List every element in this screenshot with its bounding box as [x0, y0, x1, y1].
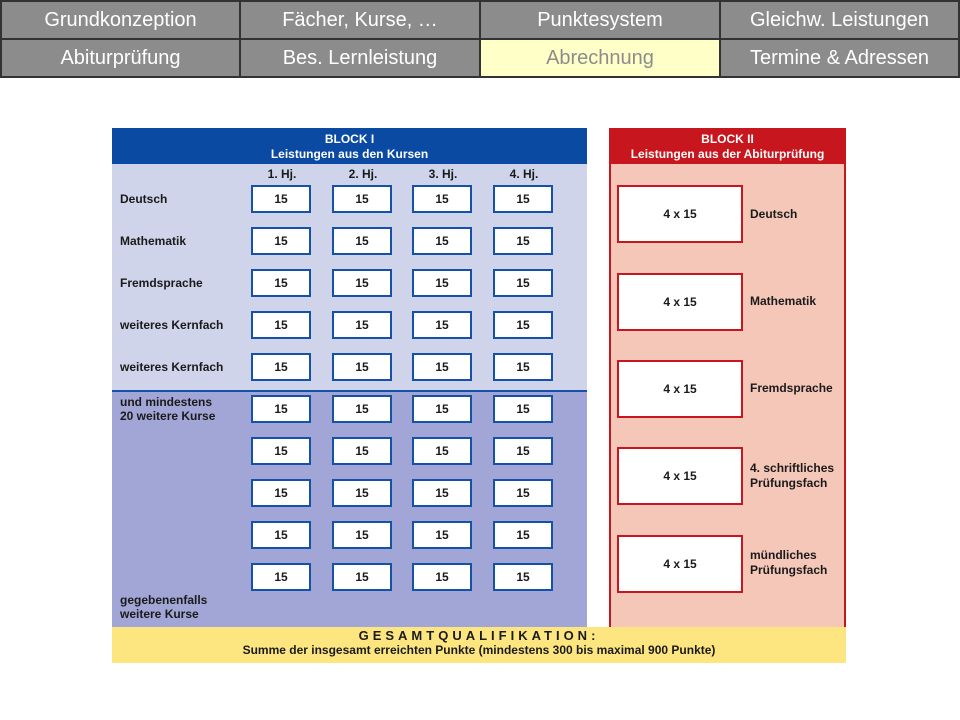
points-cell: 15 [251, 437, 311, 465]
points-cell: 15 [412, 563, 472, 591]
gesamtqualifikation-banner [112, 627, 846, 663]
exam-label-mathematik [750, 294, 816, 309]
points-cell: 15 [251, 311, 311, 339]
exam-label-line2: Prüfungsfach [750, 476, 828, 490]
points-cell: 15 [251, 563, 311, 591]
total-text: Summe der insgesamt erreichten Punkte (mindestens 300 bis maximal 900 Punkte) [242, 643, 716, 657]
exam-label-line2: Prüfungsfach [750, 563, 828, 577]
points-cell: 15 [493, 185, 553, 213]
subject-kernfach-2: weiteres Kernfach [120, 360, 224, 374]
subject-kernfach-1: weiteres Kernfach [120, 318, 224, 332]
points-cell: 15 [251, 479, 311, 507]
exam-label-line1: Mathematik [750, 294, 817, 308]
points-cell: 15 [412, 521, 472, 549]
points-cell: 15 [493, 563, 553, 591]
points-cell: 15 [493, 269, 553, 297]
halfyear-4: 4. Hj. [509, 167, 539, 181]
points-cell: 15 [493, 479, 553, 507]
exam-box-schriftlich: 4 x 15 [617, 447, 743, 505]
nav-gleichwertige-leistungen[interactable]: Gleichw. Leistungen [721, 2, 958, 38]
points-cell: 15 [332, 269, 392, 297]
points-cell: 15 [493, 521, 553, 549]
points-cell: 15 [412, 395, 472, 423]
points-cell: 15 [251, 227, 311, 255]
block2-title: BLOCK II [701, 132, 754, 146]
exam-label-muendlich [750, 548, 827, 578]
exam-label-schriftlich [750, 461, 834, 491]
block2-subtitle: Leistungen aus der Abiturprüfung [630, 147, 825, 161]
block1-header [112, 128, 587, 164]
points-cell: 15 [412, 437, 472, 465]
halfyear-1: 1. Hj. [267, 167, 297, 181]
points-cell: 15 [412, 353, 472, 381]
additional-courses-label-2: 20 weitere Kurse [120, 409, 216, 423]
points-cell: 15 [412, 311, 472, 339]
points-cell: 15 [412, 227, 472, 255]
points-cell: 15 [332, 353, 392, 381]
optional-courses-label-2: weitere Kurse [120, 607, 199, 621]
points-cell: 15 [332, 227, 392, 255]
optional-courses-label-1: gegebenenfalls [120, 593, 208, 607]
points-cell: 15 [493, 311, 553, 339]
points-cell: 15 [493, 395, 553, 423]
exam-label-deutsch [750, 207, 797, 222]
subject-deutsch: Deutsch [120, 192, 168, 206]
exam-box-fremdsprache: 4 x 15 [617, 360, 743, 418]
points-cell: 15 [251, 395, 311, 423]
halfyear-3: 3. Hj. [428, 167, 458, 181]
block1-bottom-panel [112, 390, 587, 627]
points-cell: 15 [251, 185, 311, 213]
exam-label-line1: Deutsch [750, 207, 798, 221]
nav-punktesystem[interactable]: Punktesystem [481, 2, 719, 38]
block1-title: BLOCK I [324, 132, 375, 146]
exam-label-line1: Fremdsprache [750, 381, 833, 395]
nav-grundkonzeption[interactable]: Grundkonzeption [2, 2, 239, 38]
points-cell: 15 [251, 353, 311, 381]
points-cell: 15 [251, 521, 311, 549]
nav-termine-adressen[interactable]: Termine & Adressen [721, 40, 958, 76]
points-cell: 15 [493, 227, 553, 255]
points-cell: 15 [251, 269, 311, 297]
exam-box-deutsch: 4 x 15 [617, 185, 743, 243]
points-cell: 15 [332, 395, 392, 423]
points-cell: 15 [493, 353, 553, 381]
exam-label-fremdsprache [750, 381, 833, 396]
nav-faecher-kurse[interactable]: Fächer, Kurse, … [241, 2, 479, 38]
nav-abrechnung[interactable]: Abrechnung [481, 40, 719, 76]
block1-subtitle: Leistungen aus den Kursen [270, 147, 429, 161]
nav-besondere-lernleistung[interactable]: Bes. Lernleistung [241, 40, 479, 76]
nav-abiturpruefung[interactable]: Abiturprüfung [2, 40, 239, 76]
points-cell: 15 [332, 185, 392, 213]
additional-courses-label-1: und mindestens [120, 395, 213, 409]
subject-mathematik: Mathematik [120, 234, 187, 248]
halfyear-2: 2. Hj. [348, 167, 378, 181]
subject-fremdsprache: Fremdsprache [120, 276, 203, 290]
points-cell: 15 [332, 521, 392, 549]
points-cell: 15 [412, 479, 472, 507]
block2-header [609, 128, 846, 164]
exam-label-line1: mündliches [750, 548, 817, 562]
exam-box-mathematik: 4 x 15 [617, 273, 743, 331]
points-cell: 15 [493, 437, 553, 465]
points-cell: 15 [332, 563, 392, 591]
points-cell: 15 [332, 437, 392, 465]
points-cell: 15 [412, 185, 472, 213]
total-title: GESAMTQUALIFIKATION: [358, 628, 600, 643]
points-cell: 15 [332, 479, 392, 507]
exam-box-muendlich: 4 x 15 [617, 535, 743, 593]
exam-label-line1: 4. schriftliches [750, 461, 835, 475]
points-cell: 15 [412, 269, 472, 297]
points-cell: 15 [332, 311, 392, 339]
